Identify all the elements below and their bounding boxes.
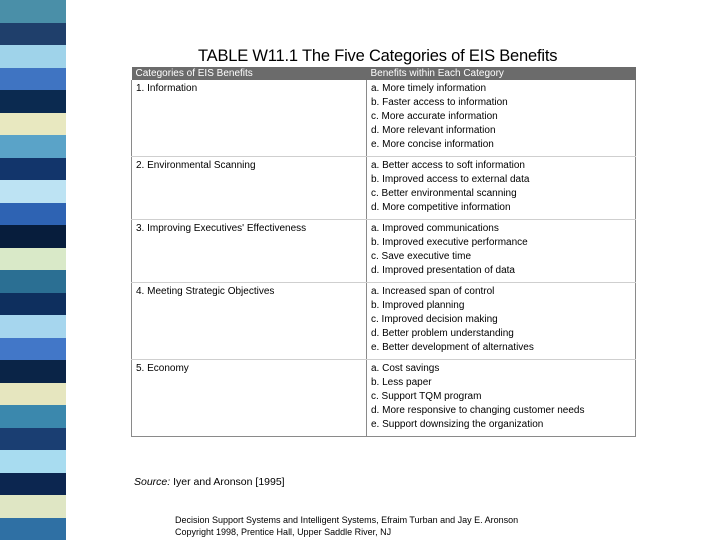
table-row <box>132 283 636 360</box>
benefit-item: e. Better development of alternatives <box>371 342 534 353</box>
decorative-side-strip <box>0 0 66 540</box>
strip-block <box>0 45 66 68</box>
benefit-item: b. Improved planning <box>371 300 465 311</box>
strip-block <box>0 518 66 540</box>
strip-block <box>0 90 66 113</box>
strip-block <box>0 338 66 361</box>
benefit-item: d. More responsive to changing customer needs <box>371 405 585 416</box>
table-row <box>132 80 636 157</box>
strip-block <box>0 203 66 226</box>
benefit-item: b. Less paper <box>371 377 432 388</box>
footer-credit <box>175 514 518 538</box>
strip-block <box>0 450 66 473</box>
benefit-item: d. More relevant information <box>371 125 496 136</box>
strip-block <box>0 135 66 158</box>
strip-block <box>0 360 66 383</box>
strip-block <box>0 113 66 136</box>
table-title: TABLE W11.1 The Five Categories of EIS Benefits <box>198 47 558 65</box>
strip-block <box>0 158 66 181</box>
strip-block <box>0 428 66 451</box>
category-cell: 3. Improving Executives' Effectiveness <box>132 220 367 283</box>
benefit-item: c. More accurate information <box>371 111 498 122</box>
benefits-cell <box>367 283 636 360</box>
benefit-item: a. Increased span of control <box>371 286 495 297</box>
table-row <box>132 157 636 220</box>
strip-block <box>0 225 66 248</box>
source-text: Iyer and Aronson [1995] <box>170 476 285 488</box>
category-cell: 5. Economy <box>132 360 367 437</box>
benefit-item: a. Cost savings <box>371 363 440 374</box>
benefit-item: a. Improved communications <box>371 223 499 234</box>
source-label: Source: <box>134 476 171 488</box>
category-cell: 2. Environmental Scanning <box>132 157 367 220</box>
strip-block <box>0 315 66 338</box>
table-header-row <box>132 67 636 80</box>
strip-block <box>0 495 66 518</box>
benefits-cell <box>367 360 636 437</box>
benefit-item: c. Save executive time <box>371 251 472 262</box>
benefit-item: d. More competitive information <box>371 202 511 213</box>
benefit-item: c. Support TQM program <box>371 391 482 402</box>
strip-block <box>0 23 66 46</box>
strip-block <box>0 68 66 91</box>
benefits-cell <box>367 220 636 283</box>
table-row <box>132 220 636 283</box>
benefit-item: d. Better problem understanding <box>371 328 514 339</box>
benefit-item: c. Improved decision making <box>371 314 498 325</box>
benefit-item: a. More timely information <box>371 83 487 94</box>
strip-block <box>0 473 66 496</box>
footer-line-2: Copyright 1998, Prentice Hall, Upper Saddle River, NJ <box>175 527 392 537</box>
benefits-cell <box>367 80 636 157</box>
benefit-item: e. More concise information <box>371 139 494 150</box>
benefit-item: c. Better environmental scanning <box>371 188 517 199</box>
header-benefits: Benefits within Each Category <box>367 67 636 80</box>
category-cell: 4. Meeting Strategic Objectives <box>132 283 367 360</box>
strip-block <box>0 0 66 23</box>
table-row <box>132 360 636 437</box>
benefits-cell <box>367 157 636 220</box>
eis-benefits-table <box>131 67 636 437</box>
footer-line-1: Decision Support Systems and Intelligent Systems, Efraim Turban and Jay E. Aronson <box>175 515 519 525</box>
category-cell: 1. Information <box>132 80 367 157</box>
strip-block <box>0 270 66 293</box>
benefit-item: e. Support downsizing the organization <box>371 419 544 430</box>
benefit-item: b. Improved access to external data <box>371 174 530 185</box>
source-citation <box>134 476 285 488</box>
strip-block <box>0 293 66 316</box>
strip-block <box>0 248 66 271</box>
benefit-item: b. Faster access to information <box>371 97 508 108</box>
benefit-item: a. Better access to soft information <box>371 160 525 171</box>
benefit-item: b. Improved executive performance <box>371 237 528 248</box>
strip-block <box>0 180 66 203</box>
benefit-item: d. Improved presentation of data <box>371 265 515 276</box>
strip-block <box>0 405 66 428</box>
header-categories: Categories of EIS Benefits <box>132 67 367 80</box>
strip-block <box>0 383 66 406</box>
